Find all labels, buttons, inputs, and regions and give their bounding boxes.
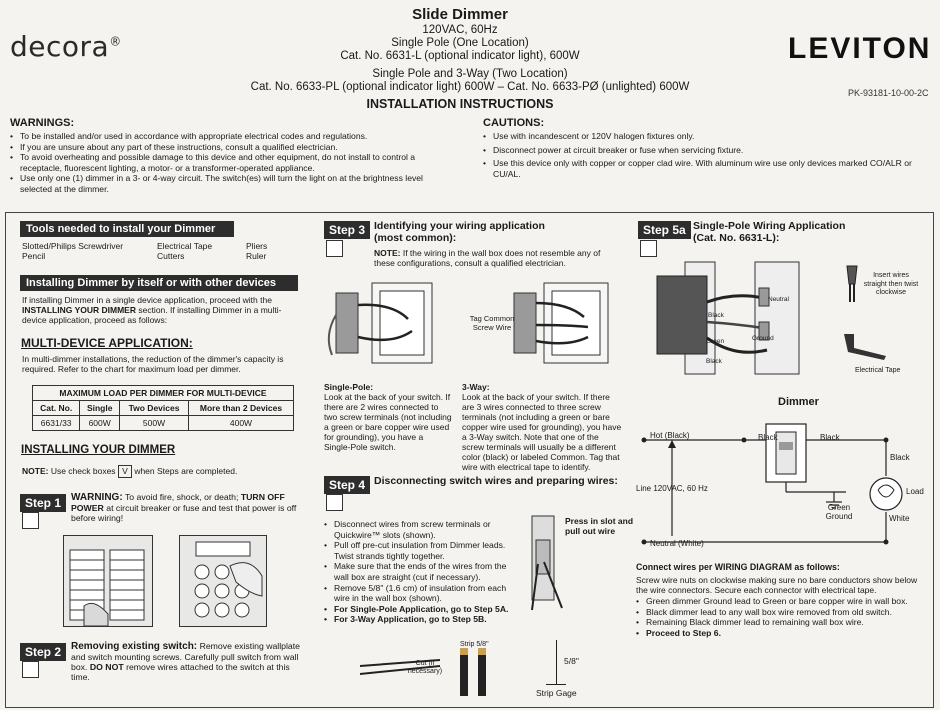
tool-item: Electrical Tape bbox=[157, 241, 213, 251]
step5a-checkbox[interactable] bbox=[640, 240, 657, 257]
step3-tag: Step 3 bbox=[324, 221, 370, 239]
step4-item: • Remove 5/8" (1.6 cm) of insulation from each wire in the wall box (shown). bbox=[324, 583, 514, 604]
black-right-label: Black bbox=[820, 433, 840, 442]
step4-item: • Pull off pre-cut insulation from Dimmer leads. Twist strands tightly together. bbox=[324, 540, 514, 561]
warnings-section bbox=[10, 117, 455, 195]
step4-checkbox[interactable] bbox=[326, 494, 343, 511]
tools-title: Tools needed to install your Dimmer bbox=[20, 221, 234, 237]
strip-gage-line bbox=[556, 640, 557, 684]
multi-text: In multi-dimmer installations, the reduction of the dimmer's capacity is required. Refer to the chart for maximum load per dimmer. bbox=[22, 354, 284, 374]
gage-measure: 5/8" bbox=[564, 656, 579, 666]
strip-label: Strip 5/8" bbox=[460, 641, 489, 648]
electrical-tape-icon bbox=[840, 330, 890, 360]
tool-item: Pliers bbox=[246, 241, 268, 251]
hot-label: Hot (Black) bbox=[650, 431, 690, 440]
tool-item: Slotted/Philips Screwdriver bbox=[22, 241, 124, 251]
warning-item: • If you are unsure about any part of these instructions, consult a qualified electrician. bbox=[10, 142, 455, 153]
leviton-logo: LEVITON bbox=[788, 32, 932, 65]
dimmer-back-icon bbox=[524, 512, 564, 612]
tag-common-label: Tag Common Screw Wire bbox=[469, 314, 515, 332]
tool-item: Pencil bbox=[22, 251, 46, 261]
breaker-panel-illustration bbox=[63, 535, 153, 627]
black-left-label: Black bbox=[758, 433, 778, 442]
connect-list bbox=[636, 596, 926, 638]
caution-item: • Use this device only with copper or copper clad wire. With aluminum wire use only devices marked CO/ALR or CU/AL. bbox=[483, 158, 923, 179]
table-cell: 6631/33 bbox=[33, 416, 80, 431]
load-label: Load bbox=[906, 487, 924, 496]
decora-logo: decora® bbox=[10, 30, 122, 63]
part-number: PK-93181-10-00-2C bbox=[848, 88, 929, 98]
table-cell: 500W bbox=[120, 416, 189, 431]
dimmer-back-illustration bbox=[524, 512, 564, 612]
neutral-white-label: Neutral (White) bbox=[650, 539, 704, 548]
cautions-title: CAUTIONS: bbox=[483, 117, 545, 129]
installing-other-text: If installing Dimmer in a single device application, proceed with the INSTALLING YOUR DIMMER section. If installing Dimmer in a multi-device application, proceed as follows: bbox=[22, 295, 282, 325]
connect-item: • Green dimmer Ground lead to Green or bare copper wire in wall box. bbox=[636, 596, 926, 607]
single-pole-desc: Single-Pole: Look at the back of your switch. If there are 2 wires connected to two screw terminals (not including a green or bare copper wire used for grounding), you have a Single-Pole switch. bbox=[324, 382, 452, 452]
wire-nut-illustration bbox=[842, 262, 862, 302]
installing-other-title: Installing Dimmer by itself or with other devices bbox=[20, 275, 298, 291]
step5a-title: Single-Pole Wiring Application (Cat. No. 6631-L): bbox=[693, 220, 846, 244]
table-header: More than 2 Devices bbox=[188, 401, 293, 416]
instructions-heading: INSTALLATION INSTRUCTIONS bbox=[366, 97, 554, 111]
table-header: Two Devices bbox=[120, 401, 189, 416]
single-pole-illustration bbox=[322, 275, 452, 375]
wire-nut-icon bbox=[842, 262, 862, 302]
wire-black-label: Black bbox=[708, 312, 724, 319]
three-way-text: Single Pole and 3-Way (Two Location) bbox=[372, 68, 568, 80]
connect-text: Screw wire nuts on clockwise making sure no bare conductors show below the wire connectors. Secure each connector with electrical tape. bbox=[636, 575, 918, 595]
single-pole-switch-icon bbox=[322, 275, 452, 375]
table-row bbox=[33, 416, 294, 431]
fuse-panel-illustration bbox=[179, 535, 267, 627]
installing-title: INSTALLING YOUR DIMMER bbox=[21, 444, 176, 456]
cut-label: Cut (if necessary) bbox=[407, 660, 443, 675]
tool-item: Cutters bbox=[157, 251, 185, 261]
table-cell: 600W bbox=[80, 416, 120, 431]
page-title: Slide Dimmer bbox=[412, 6, 508, 23]
cautions-section bbox=[483, 117, 923, 179]
table-cell: 400W bbox=[188, 416, 293, 431]
black-load-label: Black bbox=[890, 453, 910, 462]
caution-item: • Use with incandescent or 120V halogen fixtures only. bbox=[483, 131, 923, 142]
warning-item: • Use only one (1) dimmer in a 3- or 4-way circuit. The switch(es) will turn the light on at the brightness level selected at the dimmer. bbox=[10, 173, 455, 194]
caution-item: • Disconnect power at circuit breaker or fuse when servicing fixture. bbox=[483, 145, 923, 156]
step5a-tag: Step 5a bbox=[638, 221, 691, 239]
three-way-illustration bbox=[508, 275, 620, 375]
insert-wires-text: Insert wires straight then twist clockwise bbox=[863, 272, 919, 296]
multi-title: MULTI-DEVICE APPLICATION: bbox=[21, 336, 193, 350]
table-header: Single bbox=[80, 401, 120, 416]
step3-checkbox[interactable] bbox=[326, 240, 343, 257]
white-label: White bbox=[889, 514, 910, 523]
table-header: Cat. No. bbox=[33, 401, 80, 416]
step2-tag: Step 2 bbox=[20, 643, 66, 661]
warning-item: • To be installed and/or used in accordance with appropriate electrical codes and regulations. bbox=[10, 131, 455, 142]
warnings-title: WARNINGS: bbox=[10, 117, 75, 129]
connect-item: • Remaining Black dimmer lead to remaining wall box wire. bbox=[636, 617, 926, 628]
wire-ground-label: Ground bbox=[752, 335, 774, 342]
gage-label: Strip Gage bbox=[536, 688, 577, 698]
connect-item: • Black dimmer lead to any wall box wire removed from old switch. bbox=[636, 607, 926, 618]
fuse-panel-icon bbox=[180, 536, 266, 626]
three-way-switch-icon bbox=[508, 275, 620, 375]
electrical-tape-illustration bbox=[840, 330, 890, 360]
electrical-tape-label: Electrical Tape bbox=[855, 367, 901, 374]
three-way-desc: 3-Way: Look at the back of your switch. If there are 3 wires connected to three screw terminals (not including a green or bare copper wire used for grounding), you have a 3-Way switch. Note that one of the screw terminals will usually be a different color (black) or labeled Common. Tag that wire with electrical tape to identify. bbox=[462, 382, 622, 472]
dimmer-label: Dimmer bbox=[778, 396, 819, 408]
step2-text: Removing existing switch: Remove existing wallplate and switch mounting screws. Carefully pull switch from wall box. DO NOT remove wires attached to the switch at this time. bbox=[71, 641, 300, 682]
press-slot-label: Press in slot and pull out wire bbox=[565, 516, 634, 536]
single-pole-text: Single Pole (One Location) bbox=[391, 37, 529, 49]
max-load-table bbox=[32, 385, 294, 431]
installing-note: NOTE: Use check boxes V when Steps are completed. bbox=[22, 466, 238, 476]
line-label: Line 120VAC, 60 Hz bbox=[636, 484, 708, 493]
step1-checkbox[interactable] bbox=[22, 512, 39, 529]
wire-black-label-2: Black bbox=[706, 358, 722, 365]
connect-title: Connect wires per WIRING DIAGRAM as follows: bbox=[636, 562, 840, 572]
green-ground-label: Green Ground bbox=[825, 503, 853, 521]
connect-item: • Proceed to Step 6. bbox=[636, 628, 926, 639]
wiring-photo-icon bbox=[655, 258, 815, 376]
step4-list bbox=[324, 519, 514, 625]
cat-single-text: Cat. No. 6631-L (optional indicator light), 600W bbox=[340, 50, 580, 62]
step4-item: • For Single-Pole Application, go to Step 5A. bbox=[324, 604, 514, 615]
cat-three-text: Cat. No. 6633-PL (optional indicator light) 600W – Cat. No. 6633-PØ (unlighted) 600W bbox=[250, 81, 690, 93]
strip-gage-base bbox=[546, 684, 566, 685]
step3-title: Identifying your wiring application (most common): bbox=[374, 220, 545, 244]
step4-item: • Disconnect wires from screw terminals or Quickwire™ slots (shown). bbox=[324, 519, 514, 540]
step4-tag: Step 4 bbox=[324, 476, 370, 494]
step4-title: Disconnecting switch wires and preparing wires: bbox=[374, 475, 618, 487]
step2-checkbox[interactable] bbox=[22, 661, 39, 678]
tool-item: Ruler bbox=[246, 251, 267, 261]
check-example-icon: V bbox=[118, 465, 132, 478]
step4-item: • For 3-Way Application, go to Step 5B. bbox=[324, 614, 514, 625]
step3-note: NOTE: If the wiring in the wall box does not resemble any of these configurations, consult a qualified electrician. bbox=[374, 248, 601, 268]
wiring-photo-illustration bbox=[655, 258, 815, 376]
wire-green-label: Green bbox=[706, 338, 725, 345]
wire-neutral-label: Neutral bbox=[768, 296, 789, 303]
step1-text: WARNING: To avoid fire, shock, or death; TURN OFF POWER at circuit breaker or fuse and test that power is off before wiring! bbox=[71, 492, 297, 523]
step1-tag: Step 1 bbox=[20, 494, 66, 512]
voltage-text: 120VAC, 60Hz bbox=[422, 24, 498, 36]
table-title: MAXIMUM LOAD PER DIMMER FOR MULTI-DEVICE bbox=[33, 386, 294, 401]
warning-item: • To avoid overheating and possible damage to this device and other equipment, do not install to control a receptacle, fluorescent lighting, a motor- or a transformer-operated appliance. bbox=[10, 152, 455, 173]
step4-item: • Make sure that the ends of the wires from the wall box are straight (cut if necessary). bbox=[324, 561, 514, 582]
breaker-panel-icon bbox=[64, 536, 152, 626]
